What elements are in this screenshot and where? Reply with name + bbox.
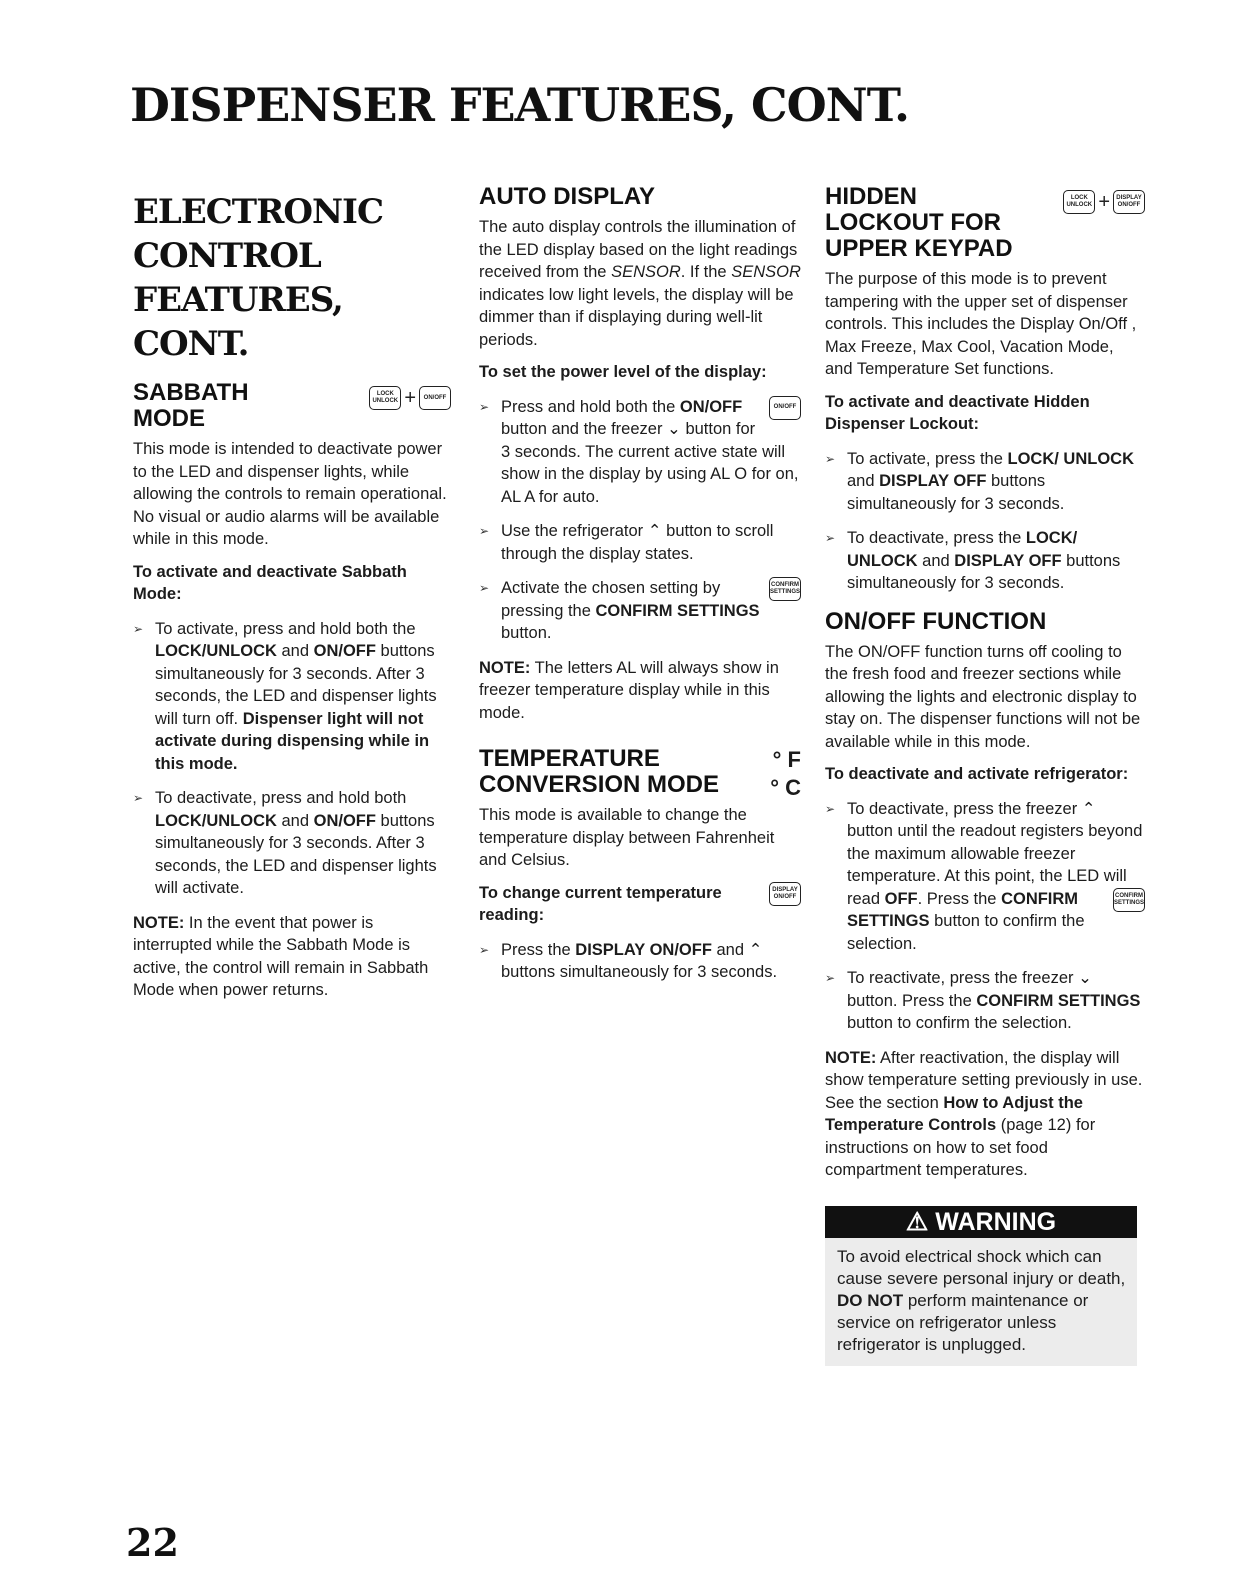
auto-display-heading: AUTO DISPLAY: [479, 183, 656, 210]
text-bold: LOCK/ UNLOCK: [847, 529, 1078, 570]
lock-unlock-key-icon: LOCK UNLOCK: [1063, 190, 1095, 214]
text: indicates low light levels, the display will be dimmer than if displaying during well-lit periods.: [479, 285, 794, 349]
text-bold: CONFIRM SETTINGS: [847, 889, 1079, 930]
text-bold: OFF: [884, 889, 918, 908]
text: buttons simultaneously for 3 seconds. After 3 seconds, the LED and dispenser lights will turn off.: [155, 642, 437, 728]
page-title: DISPENSER FEATURES, CONT.: [130, 78, 910, 132]
text: The auto display controls the illumination of the LED display based on the light readings received from the: [479, 218, 798, 281]
chevron-up-icon: ⌃: [748, 940, 763, 959]
note-label: NOTE:: [133, 913, 185, 932]
text: and: [847, 472, 880, 490]
text: To avoid electrical shock which can cause severe personal injury or death,: [837, 1246, 1126, 1288]
list-item: [825, 448, 1145, 516]
warning-box: [825, 1206, 1137, 1366]
text: To deactivate, press the: [847, 529, 1026, 547]
confirm-settings-key-icon: CONFIRM SETTINGS: [1113, 888, 1145, 912]
warning-title: ⚠ WARNING: [825, 1206, 1137, 1238]
text-bold: CONFIRM SETTINGS: [595, 601, 760, 620]
text-bold: DISPLAY OFF: [879, 472, 987, 490]
text: button. Press the: [847, 991, 977, 1010]
text: button.: [501, 624, 552, 642]
text: button for 3 seconds. The current active state will show in the display by using AL O for on, AL A for auto.: [501, 420, 799, 506]
list-item: [479, 577, 801, 645]
hidden-lockout-steps: [825, 448, 1145, 595]
text: and: [711, 940, 749, 959]
list-item: [479, 396, 801, 509]
text: To activate, press and hold both the: [155, 619, 416, 638]
auto-display-subheading: To set the power level of the display:: [479, 363, 767, 381]
text-bold: LOCK/UNLOCK: [155, 811, 277, 830]
onoff-note: [825, 1047, 1145, 1182]
text: buttons simultaneously for 3 seconds.: [847, 551, 1121, 592]
sabbath-subheading: To activate and deactivate Sabbath Mode:: [133, 562, 407, 603]
celsius-label: ° C: [770, 775, 801, 800]
temperature-conversion-heading: TEMPERATURE CONVERSION MODE: [479, 745, 720, 798]
text-bold: CONFIRM SETTINGS: [976, 991, 1141, 1010]
onoff-subheading: To deactivate and activate refrigerator:: [825, 765, 1129, 783]
text-italic: SENSOR: [611, 263, 681, 281]
onoff-function-heading: ON/OFF FUNCTION: [825, 607, 1047, 635]
text: button to confirm the selection.: [847, 912, 1085, 953]
text: and: [276, 811, 314, 830]
text-bold: LOCK/UNLOCK: [155, 642, 277, 660]
lock-unlock-key-icon: LOCK UNLOCK: [369, 386, 401, 410]
display-onoff-key-icon: DISPLAY ON/OFF: [769, 882, 801, 906]
sabbath-keys: [369, 386, 451, 410]
onoff-body: The ON/OFF function turns off cooling to the fresh food and freezer sections while allowing the lights and electronic display to stay on. The dispenser functions will not be available while in this mode.: [825, 642, 1141, 751]
chevron-up-icon: ⌃: [647, 522, 662, 540]
temp-steps: [479, 939, 801, 984]
text: and: [276, 642, 314, 660]
text: button and the freezer: [501, 420, 668, 438]
text-bold: LOCK/ UNLOCK: [1007, 449, 1134, 468]
display-onoff-key-icon: DISPLAY ON/OFF: [1113, 190, 1145, 214]
chevron-up-icon: ⌃: [1081, 799, 1096, 818]
text: buttons simultaneously for 3 seconds.: [501, 963, 778, 981]
text: (page 12) for instructions on how to set food compartment temperatures.: [825, 1116, 1096, 1179]
sabbath-heading: SABBATH MODE: [133, 379, 249, 432]
warning-body: [825, 1238, 1137, 1366]
list-item: [825, 967, 1145, 1035]
auto-display-note: [479, 657, 801, 725]
list-item: [133, 618, 451, 776]
text-bold: Dispenser light will not activate during dispensing while in this mode.: [155, 709, 430, 773]
auto-display-steps: [479, 396, 801, 645]
text: . If the: [680, 263, 732, 281]
text: To reactivate, press the freezer: [847, 969, 1079, 987]
hidden-lockout-body: The purpose of this mode is to prevent tampering with the upper set of dispenser controls. This includes the Display On/Off , Max Freeze, Max Cool, Vacation Mode, and Temperature Set functions.: [825, 270, 1137, 378]
text: To deactivate, press the freezer: [847, 799, 1082, 818]
temp-body: This mode is available to change the temperature display between Fahrenheit and Celsius.: [479, 806, 775, 869]
fahrenheit-label: ° F: [772, 747, 801, 772]
text: perform maintenance or service on refrigerator unless refrigerator is unplugged.: [837, 1290, 1089, 1354]
column-left: [133, 180, 451, 1012]
text: and: [917, 551, 955, 570]
auto-display-body: [479, 216, 801, 351]
onoff-key-icon: ON/OFF: [419, 386, 451, 410]
text: In the event that power is interrupted while the Sabbath Mode is active, the control will remain in Sabbath Mode when power returns.: [133, 913, 429, 999]
sabbath-body: This mode is intended to deactivate power to the LED and dispenser lights, while allowing the controls to remain operational. No visual or audio alarms will be available while in this mode.: [133, 440, 447, 548]
list-item: [479, 520, 801, 565]
text: Use the refrigerator: [501, 522, 648, 540]
list-item: [479, 939, 801, 984]
column-middle: [479, 184, 801, 996]
chevron-down-icon: ⌄: [667, 420, 681, 438]
text: After reactivation, the display will show temperature setting previously in use. See the section: [825, 1048, 1143, 1112]
chevron-down-icon: ⌄: [1078, 969, 1092, 987]
hidden-heading-row: [825, 184, 1145, 268]
sabbath-note: [133, 912, 451, 1002]
column-right: [825, 184, 1145, 1366]
hidden-lockout-subheading: To activate and deactivate Hidden Dispenser Lockout:: [825, 392, 1090, 433]
temp-heading-row: [479, 746, 801, 804]
text: buttons simultaneously for 3 seconds. After 3 seconds, the LED and dispenser lights will activate.: [155, 811, 437, 897]
list-item: [825, 527, 1145, 595]
plus-icon: +: [1098, 190, 1110, 213]
text: button to confirm the selection.: [847, 1014, 1072, 1032]
text-bold: DISPLAY OFF: [954, 551, 1062, 570]
page-number: 22: [126, 1520, 179, 1565]
note-label: NOTE:: [479, 658, 531, 677]
hidden-lockout-heading: HIDDEN LOCKOUT FOR UPPER KEYPAD: [825, 183, 1013, 262]
text: . Press the: [917, 889, 1002, 908]
onoff-steps: [825, 798, 1145, 1035]
text-bold: DISPLAY ON/OFF: [575, 940, 712, 959]
list-item: [133, 787, 451, 900]
onoff-key-icon: ➢ ON/OFF: [769, 396, 801, 420]
text: Activate the chosen setting by pressing the: [501, 579, 721, 620]
sabbath-heading-row: [133, 380, 451, 438]
text-bold: DO NOT: [837, 1290, 904, 1310]
text: To change current temperature reading:: [479, 883, 722, 924]
section-title: ELECTRONIC CONTROL FEATURES, CONT.: [133, 192, 384, 364]
degree-labels: [770, 746, 801, 802]
text: buttons simultaneously for 3 seconds.: [847, 472, 1065, 513]
note-label: NOTE:: [825, 1048, 877, 1067]
text-bold: ON/OFF: [313, 642, 376, 660]
plus-icon: +: [404, 386, 416, 409]
text: The letters AL will always show in freezer temperature display while in this mode.: [479, 658, 779, 722]
text: To deactivate, press and hold both: [155, 789, 407, 807]
text: button to scroll through the display states.: [501, 522, 774, 563]
text: Press and hold both the: [501, 397, 680, 416]
text-bold: ON/OFF: [313, 811, 376, 830]
list-item: [825, 798, 1145, 956]
text: Press the: [501, 940, 576, 959]
confirm-settings-key-icon: ➢ CONFIRM SETTINGS: [769, 577, 801, 601]
sabbath-steps: [133, 618, 451, 900]
text-bold: How to Adjust the Temperature Controls: [825, 1093, 1083, 1134]
text-italic: SENSOR: [731, 263, 801, 281]
hidden-lockout-keys: [1063, 190, 1145, 214]
text: button until the readout registers beyond the maximum allowable freezer temperature. At this point, the LED will read: [847, 822, 1143, 908]
text-bold: ON/OFF: [679, 397, 743, 416]
text: To activate, press the: [847, 449, 1008, 468]
temp-subheading: [479, 882, 801, 927]
